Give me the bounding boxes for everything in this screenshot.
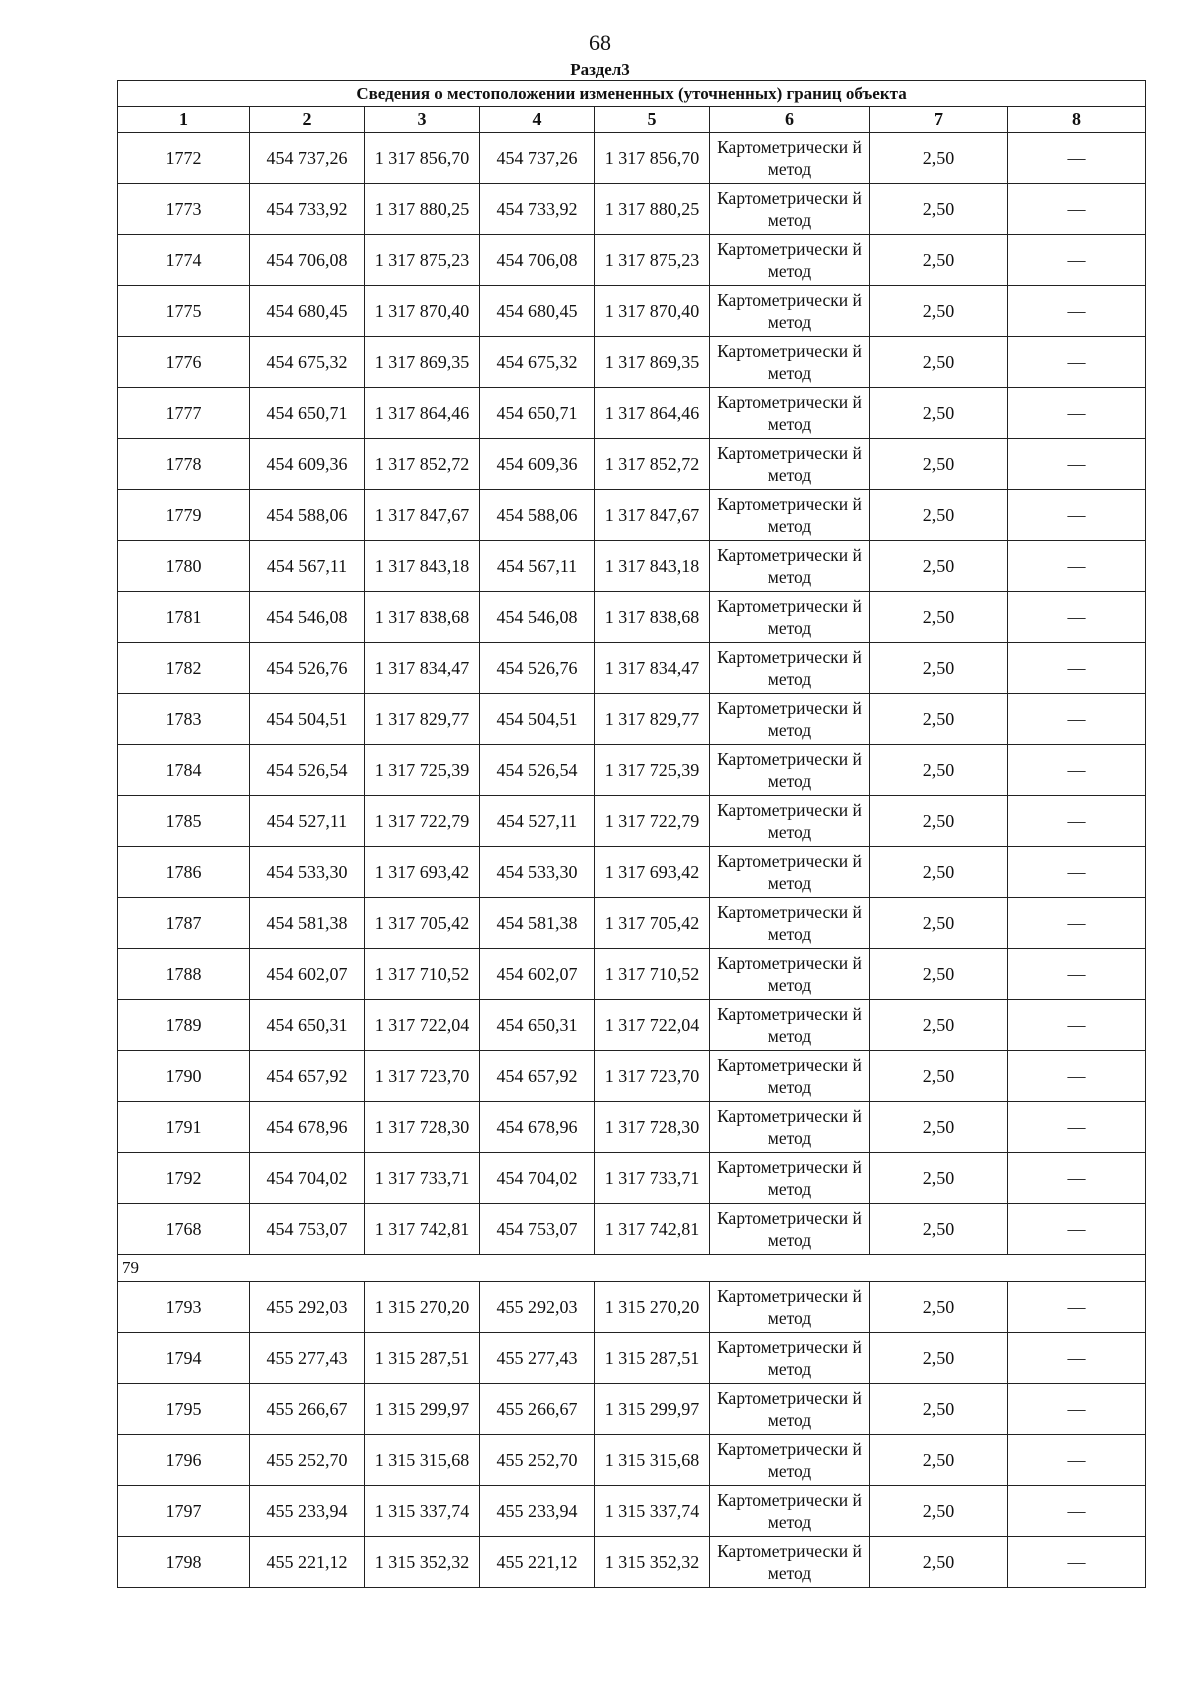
cell-col-8: — — [1008, 1333, 1146, 1384]
cell-col-4: 454 533,30 — [480, 847, 595, 898]
cell-col-8: — — [1008, 1384, 1146, 1435]
cell-col-2: 454 504,51 — [250, 694, 365, 745]
cell-col-5: 1 317 869,35 — [595, 337, 710, 388]
cell-col-7: 2,50 — [870, 949, 1008, 1000]
cell-col-2: 454 602,07 — [250, 949, 365, 1000]
cell-col-2: 454 675,32 — [250, 337, 365, 388]
cell-col-5: 1 317 742,81 — [595, 1204, 710, 1255]
cell-col-4: 454 733,92 — [480, 184, 595, 235]
cell-col-3: 1 317 838,68 — [365, 592, 480, 643]
cell-col-1: 1775 — [118, 286, 250, 337]
cell-col-6: Картометрически й метод — [710, 1000, 870, 1051]
cell-col-7: 2,50 — [870, 1102, 1008, 1153]
cell-col-5: 1 317 834,47 — [595, 643, 710, 694]
cell-col-7: 2,50 — [870, 1000, 1008, 1051]
cell-col-6: Картометрически й метод — [710, 1384, 870, 1435]
cell-col-5: 1 315 270,20 — [595, 1282, 710, 1333]
cell-col-1: 1797 — [118, 1486, 250, 1537]
cell-col-1: 1774 — [118, 235, 250, 286]
table-row — [118, 1435, 1146, 1486]
cell-col-5: 1 317 722,79 — [595, 796, 710, 847]
cell-col-3: 1 317 834,47 — [365, 643, 480, 694]
cell-col-3: 1 317 705,42 — [365, 898, 480, 949]
column-number-3: 3 — [365, 107, 480, 133]
cell-col-8: — — [1008, 1282, 1146, 1333]
cell-col-7: 2,50 — [870, 1333, 1008, 1384]
column-number-8: 8 — [1008, 107, 1146, 133]
section-label: Раздел3 — [570, 60, 630, 79]
table-row — [118, 1282, 1146, 1333]
table-row — [118, 133, 1146, 184]
column-number-1: 1 — [118, 107, 250, 133]
cell-col-4: 454 657,92 — [480, 1051, 595, 1102]
cell-col-5: 1 315 299,97 — [595, 1384, 710, 1435]
cell-col-8: — — [1008, 1537, 1146, 1588]
table-row — [118, 337, 1146, 388]
cell-col-2: 455 277,43 — [250, 1333, 365, 1384]
table-row — [118, 235, 1146, 286]
cell-col-4: 455 221,12 — [480, 1537, 595, 1588]
column-number-row — [118, 107, 1146, 133]
cell-col-8: — — [1008, 1153, 1146, 1204]
cell-col-1: 1768 — [118, 1204, 250, 1255]
cell-col-4: 455 292,03 — [480, 1282, 595, 1333]
cell-col-5: 1 317 856,70 — [595, 133, 710, 184]
cell-col-1: 1776 — [118, 337, 250, 388]
cell-col-1: 1779 — [118, 490, 250, 541]
table-row — [118, 643, 1146, 694]
cell-col-5: 1 315 315,68 — [595, 1435, 710, 1486]
cell-col-8: — — [1008, 184, 1146, 235]
cell-col-2: 454 650,31 — [250, 1000, 365, 1051]
cell-col-4: 454 753,07 — [480, 1204, 595, 1255]
cell-col-4: 454 609,36 — [480, 439, 595, 490]
table-row — [118, 1486, 1146, 1537]
cell-col-8: — — [1008, 643, 1146, 694]
cell-col-2: 454 753,07 — [250, 1204, 365, 1255]
cell-col-1: 1780 — [118, 541, 250, 592]
cell-col-3: 1 317 856,70 — [365, 133, 480, 184]
cell-col-7: 2,50 — [870, 286, 1008, 337]
cell-col-8: — — [1008, 1486, 1146, 1537]
column-number-6: 6 — [710, 107, 870, 133]
cell-col-7: 2,50 — [870, 745, 1008, 796]
cell-col-8: — — [1008, 898, 1146, 949]
cell-col-3: 1 317 880,25 — [365, 184, 480, 235]
table-row — [118, 388, 1146, 439]
cell-col-7: 2,50 — [870, 592, 1008, 643]
cell-col-7: 2,50 — [870, 184, 1008, 235]
cell-col-1: 1784 — [118, 745, 250, 796]
cell-col-4: 454 581,38 — [480, 898, 595, 949]
cell-col-1: 1798 — [118, 1537, 250, 1588]
cell-col-8: — — [1008, 745, 1146, 796]
cell-col-5: 1 317 710,52 — [595, 949, 710, 1000]
cell-col-3: 1 317 722,79 — [365, 796, 480, 847]
cell-col-1: 1786 — [118, 847, 250, 898]
table-row — [118, 694, 1146, 745]
cell-col-2: 454 704,02 — [250, 1153, 365, 1204]
cell-col-1: 1794 — [118, 1333, 250, 1384]
cell-col-7: 2,50 — [870, 388, 1008, 439]
cell-col-4: 454 704,02 — [480, 1153, 595, 1204]
cell-col-5: 1 317 723,70 — [595, 1051, 710, 1102]
cell-col-5: 1 317 725,39 — [595, 745, 710, 796]
cell-col-7: 2,50 — [870, 235, 1008, 286]
cell-col-7: 2,50 — [870, 694, 1008, 745]
cell-col-2: 454 567,11 — [250, 541, 365, 592]
cell-col-5: 1 317 870,40 — [595, 286, 710, 337]
table-row — [118, 490, 1146, 541]
cell-col-1: 1787 — [118, 898, 250, 949]
cell-col-6: Картометрически й метод — [710, 796, 870, 847]
cell-col-5: 1 317 728,30 — [595, 1102, 710, 1153]
cell-col-8: — — [1008, 235, 1146, 286]
group-header-row — [118, 1255, 1146, 1282]
cell-col-3: 1 317 723,70 — [365, 1051, 480, 1102]
cell-col-6: Картометрически й метод — [710, 694, 870, 745]
cell-col-2: 455 221,12 — [250, 1537, 365, 1588]
cell-col-4: 454 546,08 — [480, 592, 595, 643]
table-row — [118, 1051, 1146, 1102]
cell-col-1: 1796 — [118, 1435, 250, 1486]
cell-col-7: 2,50 — [870, 337, 1008, 388]
cell-col-5: 1 317 705,42 — [595, 898, 710, 949]
cell-col-4: 454 650,31 — [480, 1000, 595, 1051]
cell-col-7: 2,50 — [870, 1486, 1008, 1537]
cell-col-7: 2,50 — [870, 1051, 1008, 1102]
cell-col-5: 1 317 864,46 — [595, 388, 710, 439]
cell-col-8: — — [1008, 1102, 1146, 1153]
cell-col-2: 454 650,71 — [250, 388, 365, 439]
cell-col-3: 1 317 725,39 — [365, 745, 480, 796]
cell-col-8: — — [1008, 796, 1146, 847]
cell-col-4: 454 504,51 — [480, 694, 595, 745]
cell-col-4: 454 567,11 — [480, 541, 595, 592]
table-row — [118, 796, 1146, 847]
cell-col-6: Картометрически й метод — [710, 439, 870, 490]
cell-col-2: 454 533,30 — [250, 847, 365, 898]
cell-col-3: 1 317 728,30 — [365, 1102, 480, 1153]
cell-col-3: 1 317 710,52 — [365, 949, 480, 1000]
cell-col-3: 1 317 852,72 — [365, 439, 480, 490]
cell-col-6: Картометрически й метод — [710, 286, 870, 337]
cell-col-1: 1777 — [118, 388, 250, 439]
cell-col-1: 1790 — [118, 1051, 250, 1102]
cell-col-3: 1 315 337,74 — [365, 1486, 480, 1537]
table-row — [118, 1333, 1146, 1384]
cell-col-7: 2,50 — [870, 796, 1008, 847]
table-row — [118, 184, 1146, 235]
table-row — [118, 1153, 1146, 1204]
cell-col-8: — — [1008, 949, 1146, 1000]
cell-col-8: — — [1008, 439, 1146, 490]
cell-col-6: Картометрически й метод — [710, 1153, 870, 1204]
cell-col-3: 1 315 352,32 — [365, 1537, 480, 1588]
cell-col-1: 1782 — [118, 643, 250, 694]
table-row — [118, 1384, 1146, 1435]
table-row — [118, 1000, 1146, 1051]
cell-col-5: 1 315 287,51 — [595, 1333, 710, 1384]
cell-col-7: 2,50 — [870, 541, 1008, 592]
cell-col-8: — — [1008, 541, 1146, 592]
cell-col-4: 454 602,07 — [480, 949, 595, 1000]
cell-col-6: Картометрически й метод — [710, 235, 870, 286]
cell-col-7: 2,50 — [870, 1435, 1008, 1486]
cell-col-2: 454 588,06 — [250, 490, 365, 541]
cell-col-3: 1 317 875,23 — [365, 235, 480, 286]
cell-col-5: 1 317 733,71 — [595, 1153, 710, 1204]
cell-col-3: 1 317 864,46 — [365, 388, 480, 439]
cell-col-6: Картометрически й метод — [710, 1486, 870, 1537]
cell-col-5: 1 317 847,67 — [595, 490, 710, 541]
cell-col-2: 454 546,08 — [250, 592, 365, 643]
cell-col-4: 454 737,26 — [480, 133, 595, 184]
cell-col-4: 455 266,67 — [480, 1384, 595, 1435]
cell-col-3: 1 315 315,68 — [365, 1435, 480, 1486]
cell-col-2: 455 266,67 — [250, 1384, 365, 1435]
cell-col-7: 2,50 — [870, 898, 1008, 949]
cell-col-7: 2,50 — [870, 439, 1008, 490]
table-row — [118, 541, 1146, 592]
cell-col-6: Картометрически й метод — [710, 898, 870, 949]
cell-col-5: 1 315 352,32 — [595, 1537, 710, 1588]
cell-col-7: 2,50 — [870, 847, 1008, 898]
group-label: 79 — [118, 1255, 1146, 1282]
cell-col-5: 1 317 838,68 — [595, 592, 710, 643]
table-row — [118, 592, 1146, 643]
cell-col-6: Картометрически й метод — [710, 388, 870, 439]
cell-col-1: 1791 — [118, 1102, 250, 1153]
cell-col-6: Картометрически й метод — [710, 490, 870, 541]
cell-col-1: 1792 — [118, 1153, 250, 1204]
cell-col-8: — — [1008, 1204, 1146, 1255]
cell-col-3: 1 317 843,18 — [365, 541, 480, 592]
cell-col-7: 2,50 — [870, 643, 1008, 694]
cell-col-3: 1 317 869,35 — [365, 337, 480, 388]
table-title: Сведения о местоположении измененных (уточненных) границ объекта — [118, 81, 1146, 107]
cell-col-4: 454 675,32 — [480, 337, 595, 388]
cell-col-1: 1789 — [118, 1000, 250, 1051]
table-row — [118, 1102, 1146, 1153]
cell-col-1: 1793 — [118, 1282, 250, 1333]
cell-col-8: — — [1008, 1435, 1146, 1486]
cell-col-2: 454 680,45 — [250, 286, 365, 337]
cell-col-6: Картометрически й метод — [710, 1435, 870, 1486]
column-number-4: 4 — [480, 107, 595, 133]
cell-col-8: — — [1008, 1000, 1146, 1051]
table-row — [118, 1204, 1146, 1255]
cell-col-2: 455 252,70 — [250, 1435, 365, 1486]
cell-col-8: — — [1008, 1051, 1146, 1102]
cell-col-7: 2,50 — [870, 1204, 1008, 1255]
column-number-7: 7 — [870, 107, 1008, 133]
cell-col-1: 1795 — [118, 1384, 250, 1435]
cell-col-2: 454 737,26 — [250, 133, 365, 184]
cell-col-4: 454 527,11 — [480, 796, 595, 847]
cell-col-2: 454 526,54 — [250, 745, 365, 796]
table-row — [118, 286, 1146, 337]
boundary-coordinates-table — [117, 80, 1146, 1588]
page-number: 68 — [589, 30, 611, 55]
cell-col-2: 454 527,11 — [250, 796, 365, 847]
cell-col-4: 455 233,94 — [480, 1486, 595, 1537]
cell-col-8: — — [1008, 694, 1146, 745]
table-row — [118, 898, 1146, 949]
cell-col-2: 454 609,36 — [250, 439, 365, 490]
cell-col-8: — — [1008, 592, 1146, 643]
cell-col-5: 1 317 880,25 — [595, 184, 710, 235]
table-row — [118, 439, 1146, 490]
cell-col-5: 1 317 843,18 — [595, 541, 710, 592]
cell-col-2: 454 733,92 — [250, 184, 365, 235]
cell-col-8: — — [1008, 337, 1146, 388]
cell-col-4: 455 252,70 — [480, 1435, 595, 1486]
cell-col-4: 454 706,08 — [480, 235, 595, 286]
cell-col-7: 2,50 — [870, 1282, 1008, 1333]
cell-col-1: 1781 — [118, 592, 250, 643]
cell-col-4: 454 526,76 — [480, 643, 595, 694]
table-row — [118, 1537, 1146, 1588]
cell-col-7: 2,50 — [870, 1384, 1008, 1435]
cell-col-2: 454 678,96 — [250, 1102, 365, 1153]
cell-col-6: Картометрически й метод — [710, 1102, 870, 1153]
cell-col-6: Картометрически й метод — [710, 184, 870, 235]
cell-col-3: 1 317 693,42 — [365, 847, 480, 898]
cell-col-2: 454 657,92 — [250, 1051, 365, 1102]
cell-col-3: 1 317 722,04 — [365, 1000, 480, 1051]
cell-col-4: 454 526,54 — [480, 745, 595, 796]
cell-col-3: 1 317 733,71 — [365, 1153, 480, 1204]
cell-col-6: Картометрически й метод — [710, 643, 870, 694]
cell-col-2: 455 292,03 — [250, 1282, 365, 1333]
cell-col-6: Картометрически й метод — [710, 592, 870, 643]
column-number-2: 2 — [250, 107, 365, 133]
cell-col-8: — — [1008, 490, 1146, 541]
cell-col-6: Картометрически й метод — [710, 949, 870, 1000]
cell-col-7: 2,50 — [870, 1153, 1008, 1204]
cell-col-6: Картометрически й метод — [710, 541, 870, 592]
cell-col-6: Картометрически й метод — [710, 1051, 870, 1102]
cell-col-5: 1 317 852,72 — [595, 439, 710, 490]
cell-col-4: 454 680,45 — [480, 286, 595, 337]
cell-col-7: 2,50 — [870, 133, 1008, 184]
table-row — [118, 949, 1146, 1000]
cell-col-1: 1778 — [118, 439, 250, 490]
cell-col-5: 1 317 722,04 — [595, 1000, 710, 1051]
cell-col-6: Картометрически й метод — [710, 745, 870, 796]
cell-col-3: 1 317 847,67 — [365, 490, 480, 541]
cell-col-3: 1 315 270,20 — [365, 1282, 480, 1333]
cell-col-2: 455 233,94 — [250, 1486, 365, 1537]
cell-col-3: 1 315 287,51 — [365, 1333, 480, 1384]
cell-col-8: — — [1008, 388, 1146, 439]
cell-col-6: Картометрически й метод — [710, 1333, 870, 1384]
column-number-5: 5 — [595, 107, 710, 133]
cell-col-5: 1 317 693,42 — [595, 847, 710, 898]
cell-col-1: 1788 — [118, 949, 250, 1000]
cell-col-1: 1785 — [118, 796, 250, 847]
cell-col-1: 1772 — [118, 133, 250, 184]
cell-col-1: 1783 — [118, 694, 250, 745]
cell-col-3: 1 317 870,40 — [365, 286, 480, 337]
table-title-row — [118, 81, 1146, 107]
cell-col-2: 454 581,38 — [250, 898, 365, 949]
cell-col-4: 455 277,43 — [480, 1333, 595, 1384]
table-row — [118, 847, 1146, 898]
cell-col-3: 1 315 299,97 — [365, 1384, 480, 1435]
cell-col-5: 1 317 875,23 — [595, 235, 710, 286]
cell-col-4: 454 650,71 — [480, 388, 595, 439]
cell-col-8: — — [1008, 133, 1146, 184]
cell-col-2: 454 706,08 — [250, 235, 365, 286]
cell-col-6: Картометрически й метод — [710, 337, 870, 388]
cell-col-4: 454 678,96 — [480, 1102, 595, 1153]
cell-col-6: Картометрически й метод — [710, 133, 870, 184]
cell-col-6: Картометрически й метод — [710, 847, 870, 898]
cell-col-6: Картометрически й метод — [710, 1537, 870, 1588]
cell-col-3: 1 317 742,81 — [365, 1204, 480, 1255]
cell-col-3: 1 317 829,77 — [365, 694, 480, 745]
cell-col-5: 1 317 829,77 — [595, 694, 710, 745]
cell-col-4: 454 588,06 — [480, 490, 595, 541]
cell-col-5: 1 315 337,74 — [595, 1486, 710, 1537]
cell-col-1: 1773 — [118, 184, 250, 235]
cell-col-6: Картометрически й метод — [710, 1204, 870, 1255]
cell-col-8: — — [1008, 286, 1146, 337]
cell-col-6: Картометрически й метод — [710, 1282, 870, 1333]
cell-col-7: 2,50 — [870, 1537, 1008, 1588]
cell-col-7: 2,50 — [870, 490, 1008, 541]
cell-col-2: 454 526,76 — [250, 643, 365, 694]
table-row — [118, 745, 1146, 796]
cell-col-8: — — [1008, 847, 1146, 898]
